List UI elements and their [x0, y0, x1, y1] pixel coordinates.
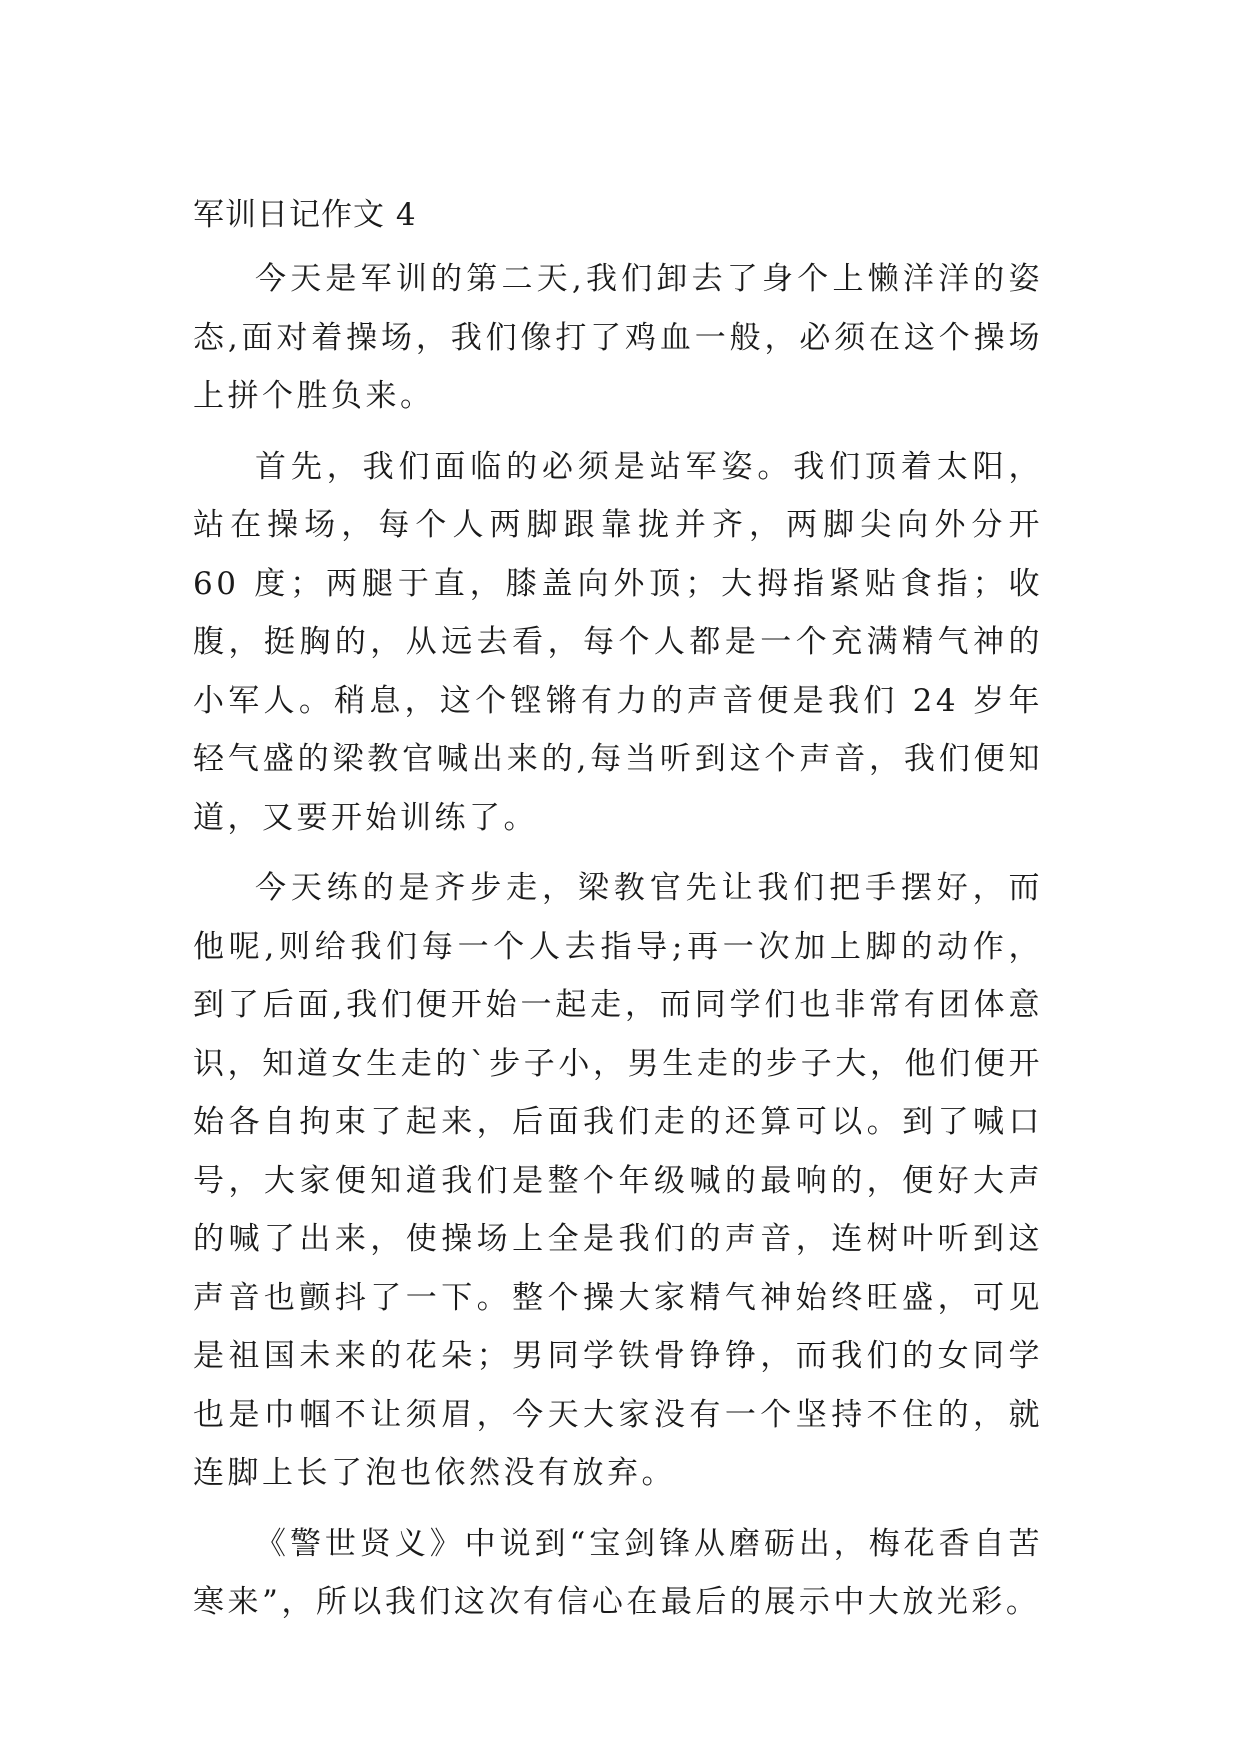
document-title: 军训日记作文 4 — [193, 197, 417, 233]
paragraph-4: 《警世贤义》中说到“宝剑锋从磨砺出，梅花香自苦寒来”，所以我们这次有信心在最后的展示中大放光彩。 — [193, 1525, 1043, 1620]
paragraph-1: 今天是军训的第二天,我们卸去了身个上懒洋洋的姿态,面对着操场，我们像打了鸡血一般，必须在这个操场上拼个胜负来。 — [193, 261, 1043, 414]
paragraph-2: 首先，我们面临的必须是站军姿。我们顶着太阳，站在操场，每个人两脚跟靠拢并齐，两脚尖向外分开 60 度；两腿于直，膝盖向外顶；大拇指紧贴食指；收腹，挺胸的，从远去看，每个人都是一个充满精气神的小军人。稍息，这个铿锵有力的声音便是我们 24 岁年轻气盛的梁教官喊出来的,每当听到这个声音，我们便知道，又要开始训练了。 — [193, 448, 1043, 836]
document-body — [193, 194, 1043, 1644]
paragraph-3: 今天练的是齐步走，梁教官先让我们把手摆好，而他呢,则给我们每一个人去指导;再一次加上脚的动作，到了后面,我们便开始一起走，而同学们也非常有团体意识，知道女生走的`步子小，男生走的步子大，他们便开始各自拘束了起来，后面我们走的还算可以。到了喊口号，大家便知道我们是整个年级喊的最响的，便好大声的喊了出来，使操场上全是我们的声音，连树叶听到这声音也颤抖了一下。整个操大家精气神始终旺盛，可见是祖国未来的花朵；男同学铁骨铮铮，而我们的女同学也是巾帼不让须眉，今天大家没有一个坚持不住的，就连脚上长了泡也依然没有放弃。 — [193, 870, 1043, 1491]
